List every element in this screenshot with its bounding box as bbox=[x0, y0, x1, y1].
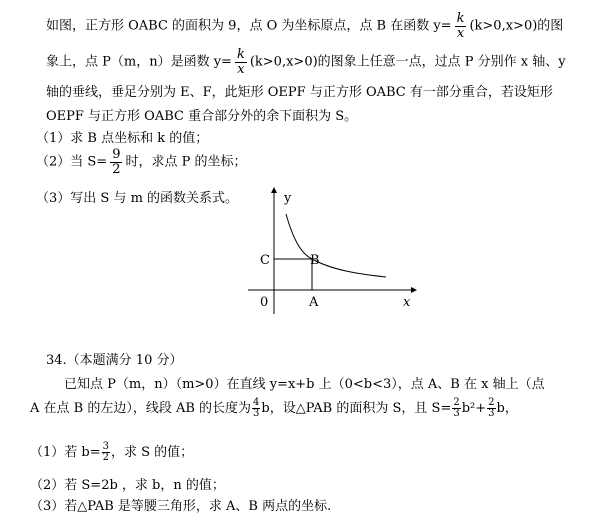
p33-line-1: 如图，正方形 OABC 的面积为 9，点 O 为坐标原点，点 B 在函数 y= $\frac{k}{x}$ (k>0,x>0)的图 bbox=[46, 11, 564, 41]
p33-line-2: 象上，点 P（m，n）是函数 y= $\frac{k}{x}$ (k>0,x>0)的图象上任意一点，过点 P 分别作 x 轴、y bbox=[46, 47, 566, 77]
label-o: 0 bbox=[260, 295, 269, 310]
fraction-4-over-3: $\frac{4}{3}$ bbox=[253, 397, 260, 419]
fraction-3-over-2: $\frac{3}{2}$ bbox=[102, 441, 109, 463]
hyperbola-curve bbox=[286, 214, 386, 277]
fraction-2-over-3: $\frac{2}{3}$ bbox=[453, 397, 460, 419]
p34-title: 34.（本题满分 10 分） bbox=[46, 353, 183, 368]
p33-question-3: （3）写出 S 与 m 的函数关系式。 bbox=[36, 191, 239, 206]
p34-question-3: （3）若△PAB 是等腰三角形，求 A、B 两点的坐标. bbox=[30, 499, 332, 514]
fraction-k-over-x: $\frac{k}{x}$ bbox=[456, 11, 465, 41]
p33-line-3: 轴的垂线，垂足分别为 E、F，此矩形 OEPF 与正方形 OABC 有一部分重合，若设矩形 bbox=[46, 85, 553, 100]
label-x: x bbox=[403, 295, 411, 310]
p33-line-4: OEPF 与正方形 OABC 重合部分外的余下面积为 S。 bbox=[46, 109, 358, 124]
fraction-k-over-x-2: $\frac{k}{x}$ bbox=[236, 47, 245, 77]
square-oabc bbox=[274, 259, 312, 290]
p34-question-2: （2）若 S=2b ，求 b，n 的值； bbox=[30, 478, 225, 493]
fraction-9-over-2: $\frac{9}{2}$ bbox=[112, 147, 121, 177]
p34-line-1: 已知点 P（m，n）（m>0）在直线 y=x+b 上（0<b<3），点 A、B 在 x 轴上（点 bbox=[64, 377, 545, 392]
label-b: B bbox=[310, 253, 320, 268]
label-c: C bbox=[260, 253, 270, 268]
p34-line-2: A 在点 B 的左边），线段 AB 的长度为 $\frac{4}{3}$ b，设△PAB 的面积为 S，且 S= $\frac{2}{3}$ b²+ $\frac{2}{3}$ b， bbox=[30, 397, 518, 419]
label-a: A bbox=[309, 295, 319, 310]
p33-question-2: （2）当 S= $\frac{9}{2}$ 时，求点 P 的坐标； bbox=[36, 147, 247, 177]
p34-question-1: （1）若 b= $\frac{3}{2}$ ，求 S 的值； bbox=[30, 441, 194, 463]
p33-question-1: （1）求 B 点坐标和 k 的值； bbox=[36, 131, 209, 146]
label-y: y bbox=[284, 191, 292, 206]
fraction-2-over-3-b: $\frac{2}{3}$ bbox=[488, 397, 495, 419]
hyperbola-figure bbox=[240, 180, 430, 320]
